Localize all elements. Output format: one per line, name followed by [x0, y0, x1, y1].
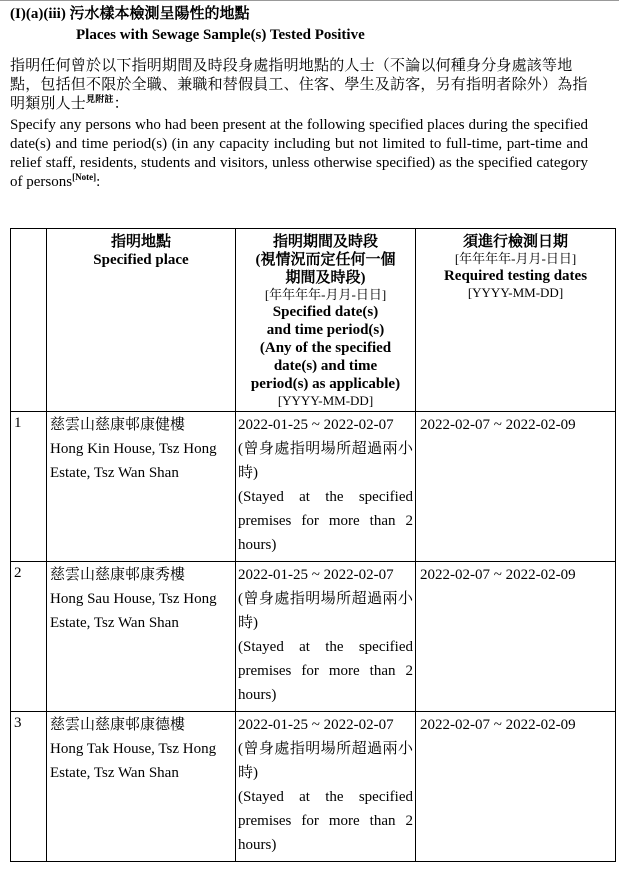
- header-period: [236, 229, 416, 412]
- header-period-zh1: 指明期間及時段: [272, 234, 378, 250]
- period-note-zh: (曾身處指明場所超過兩小時): [238, 441, 413, 481]
- header-period-zh2: (視情況而定任何一個: [255, 252, 396, 268]
- header-period-en3: (Any of the specified: [259, 340, 392, 356]
- header-period-en5: period(s) as applicable): [250, 376, 401, 392]
- section-title-en: Places with Sewage Sample(s) Tested Positive: [76, 27, 365, 43]
- intro-zh: [10, 57, 588, 114]
- row-number: 2: [11, 562, 47, 712]
- places-table: [10, 228, 616, 862]
- header-testing-format-en: [YYYY-MM-DD]: [467, 285, 564, 300]
- table-header-row: [11, 229, 616, 412]
- period-dates: 2022-01-25 ~ 2022-02-07: [238, 567, 394, 583]
- header-period-en4: date(s) and time: [273, 358, 378, 374]
- intro-zh-colon: ：: [113, 96, 129, 112]
- row-period: [236, 412, 416, 562]
- header-number: [11, 229, 47, 412]
- intro-en-note-ref: [Note]: [72, 172, 97, 182]
- period-dates: 2022-01-25 ~ 2022-02-07: [238, 417, 394, 433]
- row-period: [236, 562, 416, 712]
- row-testing-dates: 2022-02-07 ~ 2022-02-09: [416, 562, 616, 712]
- row-testing-dates: 2022-02-07 ~ 2022-02-09: [416, 412, 616, 562]
- place-en: Hong Tak House, Tsz Hong Estate, Tsz Wan Shan: [50, 741, 217, 781]
- intro-paragraph: [10, 57, 588, 192]
- intro-zh-text: 指明任何曾於以下指明期間及時段身處指明地點的人士（不論以何種身分身處該等地點，包括但不限於全職、兼職和替假員工、住客、學生及訪客，另有指明者除外）為指明類別人士: [10, 58, 588, 112]
- intro-en-text: Specify any persons who had been present at the following specified places during the specified date(s) and time period(s) (in any capacity including but not limited to full-time, part-time and relief staff, residents, students and visitors, unless otherwise specified) as the specified category of persons: [10, 117, 588, 190]
- table-row: [11, 712, 616, 862]
- row-number: 3: [11, 712, 47, 862]
- intro-zh-note-ref: 見附註: [86, 94, 114, 104]
- header-place-en: Specified place: [93, 252, 189, 268]
- period-note-zh: (曾身處指明場所超過兩小時): [238, 741, 413, 781]
- section-heading: [10, 4, 365, 46]
- table-row: [11, 412, 616, 562]
- top-divider: [0, 0, 619, 1]
- period-dates: 2022-01-25 ~ 2022-02-07: [238, 717, 394, 733]
- place-zh: 慈雲山慈康邨康健樓: [50, 417, 186, 433]
- table-row: [11, 562, 616, 712]
- place-zh: 慈雲山慈康邨康秀樓: [50, 567, 186, 583]
- header-testing-zh: 須進行檢測日期: [462, 234, 568, 250]
- header-testing-en: Required testing dates: [443, 268, 588, 284]
- period-note-zh: (曾身處指明場所超過兩小時): [238, 591, 413, 631]
- row-number: 1: [11, 412, 47, 562]
- header-place: [47, 229, 236, 412]
- header-period-format-zh: [年年年年-月月-日日]: [264, 287, 387, 302]
- row-testing-dates: 2022-02-07 ~ 2022-02-09: [416, 712, 616, 862]
- intro-en: [10, 116, 588, 192]
- header-period-en2: and time period(s): [266, 322, 385, 338]
- place-en: Hong Kin House, Tsz Hong Estate, Tsz Wan Shan: [50, 441, 217, 481]
- header-period-en1: Specified date(s): [272, 304, 379, 320]
- row-place: [47, 412, 236, 562]
- header-period-zh3: 期間及時段): [285, 270, 366, 286]
- place-zh: 慈雲山慈康邨康德樓: [50, 717, 186, 733]
- row-place: [47, 562, 236, 712]
- place-en: Hong Sau House, Tsz Hong Estate, Tsz Wan Shan: [50, 591, 217, 631]
- row-period: [236, 712, 416, 862]
- header-place-zh: 指明地點: [110, 234, 171, 250]
- header-testing: [416, 229, 616, 412]
- header-testing-format-zh: [年年年年-月月-日日]: [454, 251, 577, 266]
- row-place: [47, 712, 236, 862]
- period-note-en: (Stayed at the specified premises for more than 2 hours): [238, 639, 413, 703]
- intro-en-colon: :: [96, 174, 101, 190]
- period-note-en: (Stayed at the specified premises for more than 2 hours): [238, 489, 413, 553]
- header-period-format-en: [YYYY-MM-DD]: [277, 393, 374, 408]
- section-title-zh: (I)(a)(iii) 污水樣本檢測呈陽性的地點: [10, 6, 250, 22]
- period-note-en: (Stayed at the specified premises for more than 2 hours): [238, 789, 413, 853]
